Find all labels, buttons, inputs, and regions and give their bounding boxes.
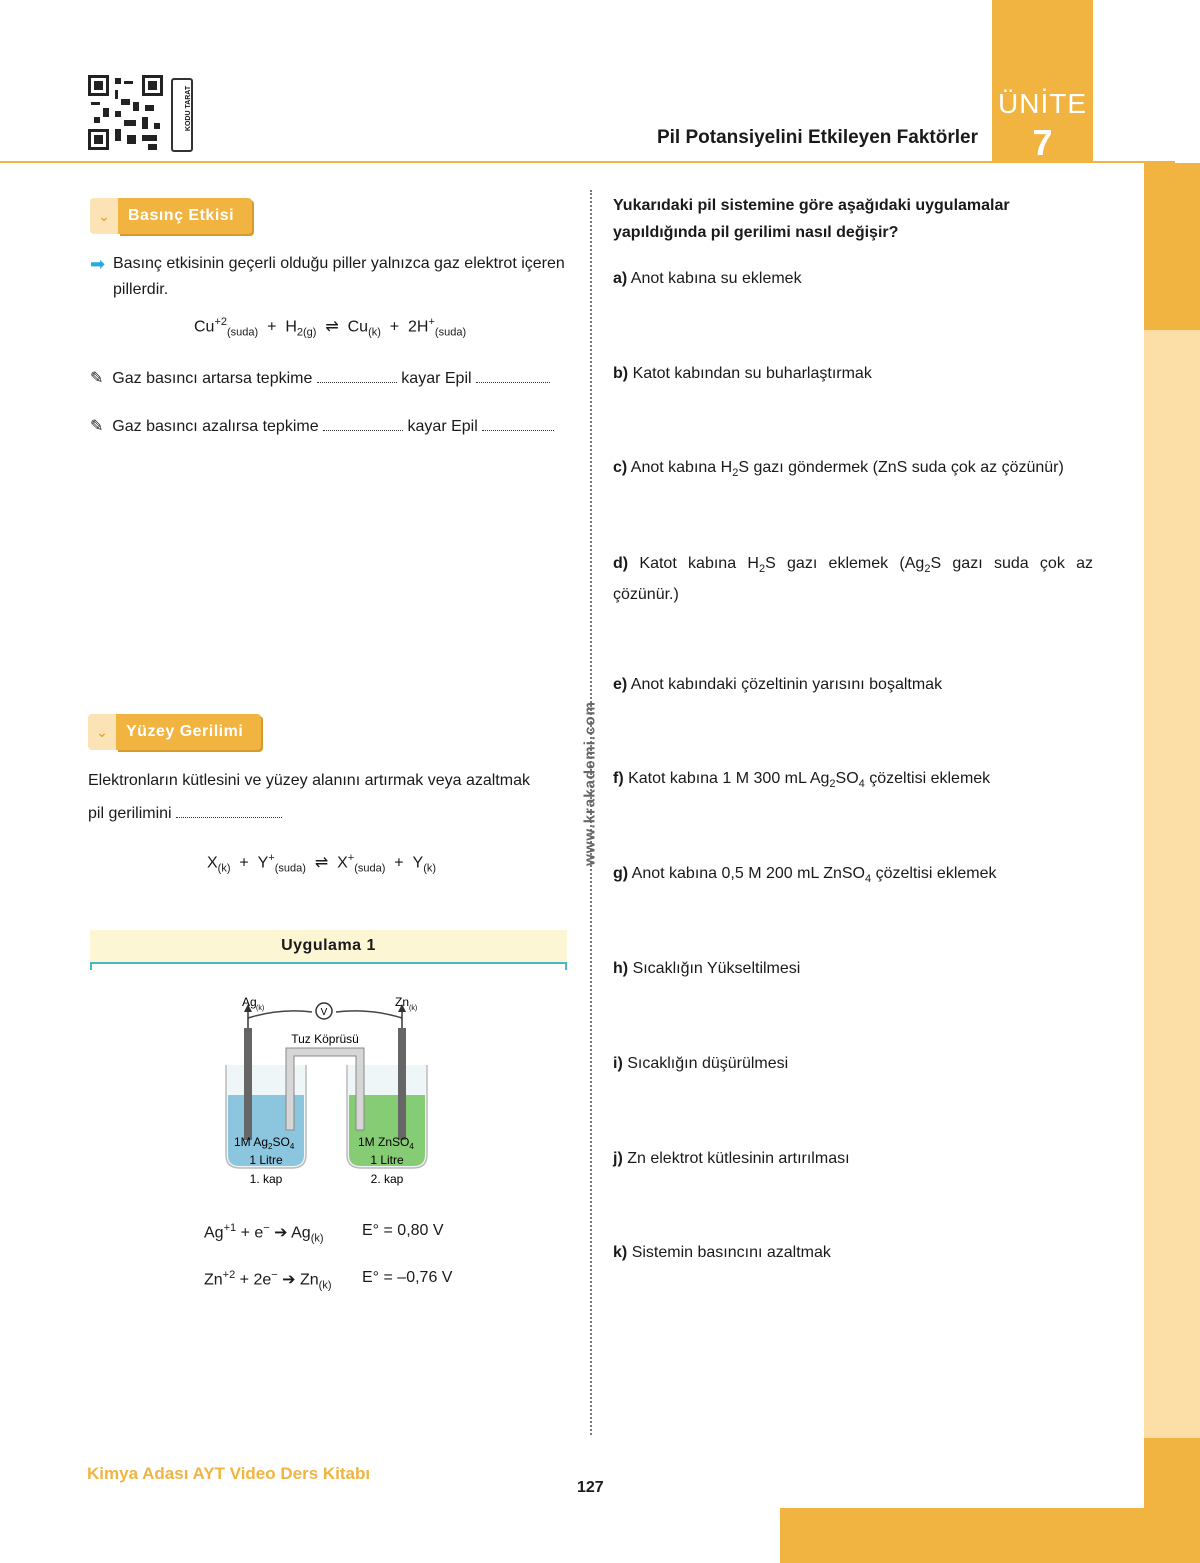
cell1-conc: 1M $Ag_2SO_4$ <box>234 1135 295 1151</box>
wire-right <box>336 1011 402 1018</box>
basinc-line1-a: Gaz basıncı artarsa tepkime <box>112 370 313 387</box>
question-g: g) Anot kabına 0,5 M 200 mL ZnSO$_4$ çözeltisi eklemek <box>613 865 997 886</box>
voltmeter-label: V <box>320 1007 328 1018</box>
basinc-fill-line-2 <box>90 414 570 440</box>
basinc-line1-b: kayar Epil <box>401 370 472 387</box>
questions-intro: Yukarıdaki pil sistemine göre aşağıdaki uygulamalar yapıldığında pil gerilimi nasıl değişir? <box>613 197 1010 241</box>
question-k-text: Sistemin basıncını azaltmak <box>631 1244 831 1261</box>
cell2-volume: 1 Litre <box>370 1153 404 1167</box>
equation-x-y: $X_{(k)} + Y^+_{(suda)}$ ⇌ $X^+_{(suda)} + Y_{(k)}$ <box>207 852 437 875</box>
basinc-line2-b: kayar Epil <box>407 418 478 435</box>
equation-cu-h2: $Cu^{+2}_{(suda)} + H_{2(g)}$ ⇌ $Cu_{(k)} + 2H^+_{(suda)}$ <box>194 316 467 339</box>
question-b: b) Katot kabından su buharlaştırmak <box>613 365 872 382</box>
cell2-conc: 1M ZnSO$_4$ <box>358 1135 414 1151</box>
blank-field[interactable] <box>323 416 403 431</box>
potential-ag: E° = 0,80 V <box>362 1222 444 1239</box>
question-d-text-3: S gazı suda çok az çözünür.) <box>613 555 1094 604</box>
uygulama-title: Uygulama 1 <box>281 937 376 954</box>
qr-code-icon[interactable] <box>88 75 163 150</box>
section-tag-yuzey <box>88 714 261 750</box>
zn-phase: (k) <box>409 1005 418 1012</box>
basinc-line2-a: Gaz basıncı azalırsa tepkime <box>112 418 319 435</box>
chevron-down-icon: ⌄ <box>90 198 118 234</box>
question-f-text-2: çözeltisi eklemek <box>869 770 991 787</box>
question-c-text-1: Anot kabına H <box>630 459 733 476</box>
question-g-text-1: Anot kabına 0,5 M 200 mL ZnSO <box>631 865 865 882</box>
uygulama-frame-right <box>565 962 567 970</box>
potential-zn: E° = –0,76 V <box>362 1269 453 1286</box>
unit-number: 7 <box>1032 122 1053 163</box>
footer-bar <box>780 1508 1200 1563</box>
question-h-text: Sıcaklığın Yükseltilmesi <box>632 960 801 977</box>
qr-tag-label: KODU TARAT <box>185 85 193 132</box>
pencil-icon: ✎ <box>90 370 104 387</box>
section-tag-label: Yüzey Gerilimi <box>116 714 261 750</box>
question-e: e) Anot kabındaki çözeltinin yarısını boşaltmak <box>613 676 943 693</box>
page-number: 127 <box>577 1479 604 1496</box>
book-title: Kimya Adası AYT Video Ders Kitabı <box>87 1464 371 1483</box>
question-h: h) Sıcaklığın Yükseltilmesi <box>613 960 801 977</box>
blank-field[interactable] <box>476 368 550 383</box>
question-d-text-1: Katot kabına H <box>639 555 759 572</box>
section-tag-label: Basınç Etkisi <box>118 198 252 234</box>
uygulama-frame-left <box>90 962 92 970</box>
question-j-text: Zn elektrot kütlesinin artırılması <box>627 1150 850 1167</box>
question-f: f) Katot kabına 1 M 300 mL $Ag_2SO_4$ çözeltisi eklemek <box>613 770 991 791</box>
question-d-text-2: S gazı eklemek (Ag <box>765 555 925 572</box>
watermark: www.krakademi.com <box>581 701 599 866</box>
pencil-icon: ✎ <box>90 418 104 435</box>
ag-label: Ag <box>242 995 257 1009</box>
yuzey-text-1: Elektronların kütlesini ve yüzey alanını artırmak veya azaltmak <box>88 772 530 789</box>
question-a: a) Anot kabına su eklemek <box>613 270 802 287</box>
question-d: d) Katot kabına $H_2S$ gazı eklemek ($Ag_2S$ gazı suda çok az çözünür.) <box>613 555 1094 604</box>
question-k: k) Sistemin basıncını azaltmak <box>613 1244 831 1261</box>
arrow-right-icon: ➡ <box>90 254 106 274</box>
yuzey-text-2: pil gerilimini <box>88 805 172 822</box>
ag-phase: (k) <box>256 1005 265 1012</box>
blank-field[interactable] <box>317 368 397 383</box>
question-a-text: Anot kabına su eklemek <box>630 270 802 287</box>
chevron-down-icon: ⌄ <box>88 714 116 750</box>
ag-electrode <box>244 1028 252 1140</box>
cell2-name: 2. kap <box>370 1172 404 1186</box>
blank-field[interactable] <box>176 803 282 818</box>
yuzey-text-2-row <box>88 801 573 827</box>
question-b-text: Katot kabından su buharlaştırmak <box>632 365 872 382</box>
section-tag-basinc <box>90 198 252 234</box>
half-reaction-zn: $Zn^{+2} + 2e^-$ ➔ $Zn_{(k)}$ <box>204 1269 332 1292</box>
page-title: Pil Potansiyelini Etkileyen Faktörler <box>656 127 978 148</box>
cell1-volume: 1 Litre <box>249 1153 283 1167</box>
zn-label: Zn <box>395 995 410 1009</box>
cell1-name: 1. kap <box>249 1172 283 1186</box>
basinc-note: Basınç etkisinin geçerli olduğu piller yalnızca gaz elektrot içeren pillerdir. <box>113 255 565 298</box>
zn-electrode <box>398 1028 406 1140</box>
question-c-text-2: S gazı göndermek (ZnS suda çok az çözünür) <box>738 459 1064 476</box>
question-i-text: Sıcaklığın düşürülmesi <box>627 1055 789 1072</box>
half-reaction-ag: $Ag^{+1} + e^-$ ➔ $Ag_{(k)}$ <box>204 1222 324 1245</box>
side-band-light <box>1144 330 1200 1438</box>
salt-bridge-label: Tuz Köprüsü <box>291 1032 359 1046</box>
question-j: j) Zn elektrot kütlesinin artırılması <box>613 1150 850 1167</box>
basinc-fill-line-1 <box>90 366 570 392</box>
unit-label: ÜNİTE <box>998 88 1087 119</box>
question-e-text: Anot kabındaki çözeltinin yarısını boşaltmak <box>630 676 943 693</box>
question-i: i) Sıcaklığın düşürülmesi <box>613 1055 789 1072</box>
blank-field[interactable] <box>482 416 554 431</box>
side-band <box>1144 163 1200 330</box>
galvanic-cell-diagram <box>200 990 460 1195</box>
question-g-text-2: çözeltisi eklemek <box>875 865 997 882</box>
question-c: c) Anot kabına $H_2S$ gazı göndermek (ZnS suda çok az çözünür) <box>613 459 1064 480</box>
question-f-text-1: Katot kabına 1 M 300 mL Ag <box>628 770 830 787</box>
